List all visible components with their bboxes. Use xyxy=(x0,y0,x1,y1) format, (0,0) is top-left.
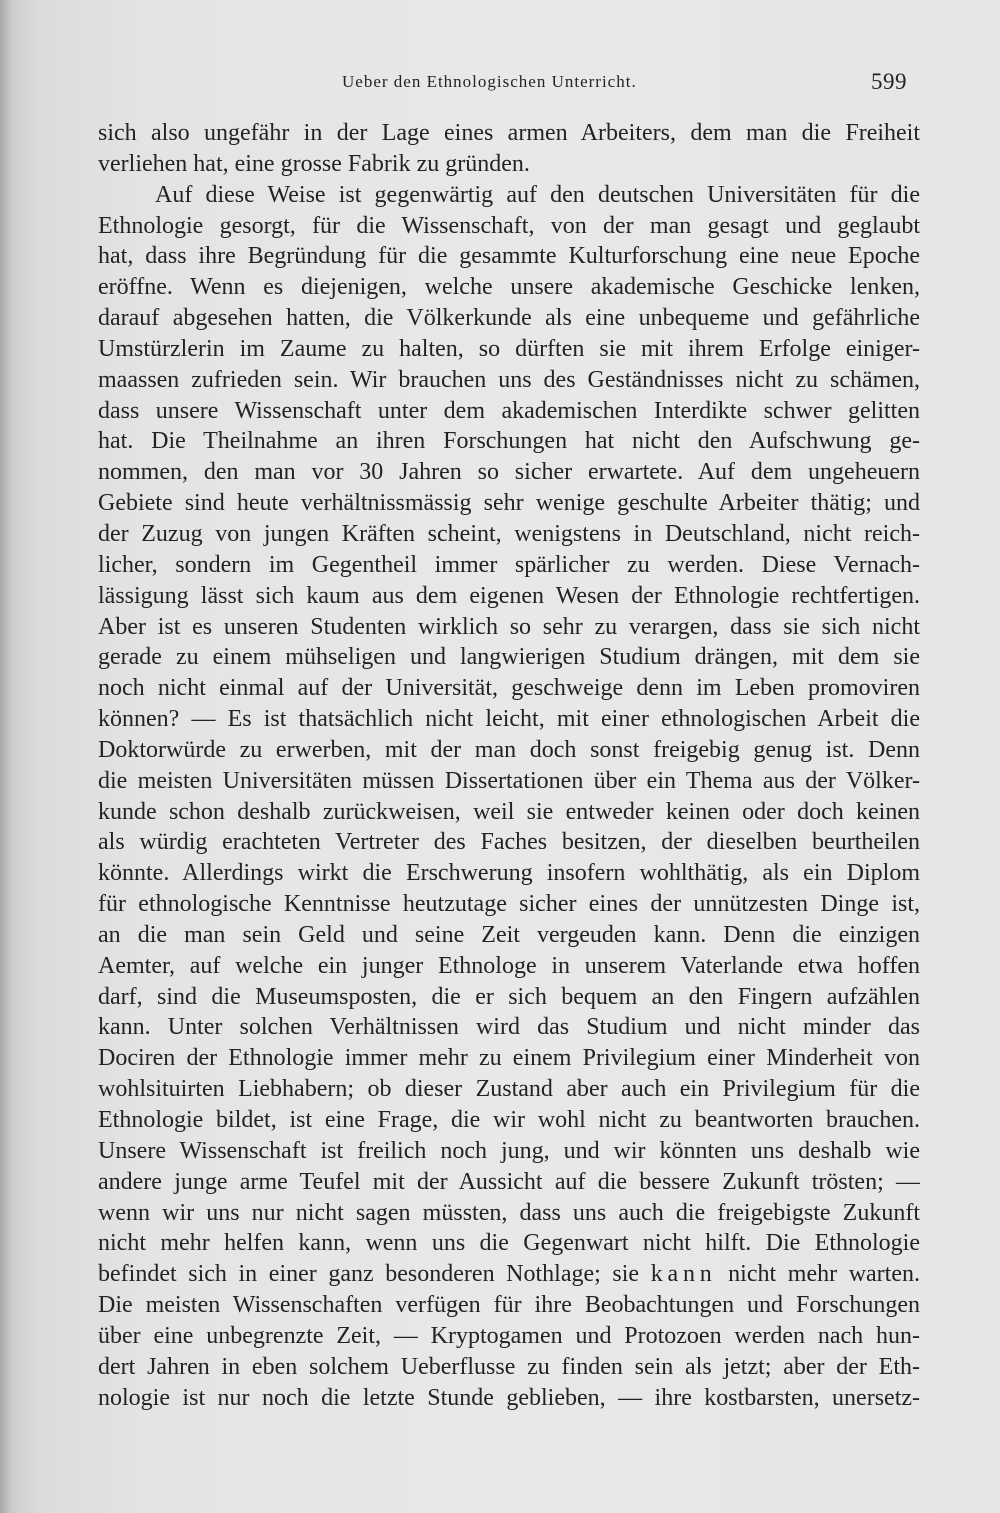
text-line: Dociren der Ethnologie immer mehr zu einem Privilegium einer Minderheit von xyxy=(98,1045,920,1072)
text-line: über eine unbegrenzte Zeit, — Kryptogamen und Protozoen werden nach hun- xyxy=(98,1322,920,1349)
paragraph xyxy=(98,118,920,180)
paragraph xyxy=(98,180,920,1414)
body-text xyxy=(98,118,920,1413)
text-line xyxy=(98,1259,920,1290)
text-line: der Zuzug von jungen Kräften scheint, wenigstens in Deutschland, nicht reich- xyxy=(98,520,920,547)
text-line: für ethnologische Kenntnisse heutzutage sicher eines der unnützesten Dinge ist, xyxy=(98,891,920,918)
text-line: Aber ist es unseren Studenten wirklich so sehr zu verargen, dass sie sich nicht xyxy=(98,613,920,640)
text-line: verliehen hat, eine grosse Fabrik zu gründen. xyxy=(98,150,530,177)
text-line: Umstürzlerin im Zaume zu halten, so dürften sie mit ihrem Erfolge einiger- xyxy=(98,335,920,362)
text-line: Unsere Wissenschaft ist freilich noch jung, und wir könnten uns deshalb wie xyxy=(98,1137,920,1164)
text-line: die meisten Universitäten müssen Dissertationen über ein Thema aus der Völker- xyxy=(98,767,920,794)
text-segment: befindet sich in einer ganz besonderen Nothlage; sie xyxy=(98,1261,651,1288)
text-line: lässigung lässt sich kaum aus dem eigenen Wesen der Ethnologie rechtfertigen. xyxy=(98,582,920,609)
text-line: andere junge arme Teufel mit der Aussicht auf die bessere Zukunft trösten; — xyxy=(98,1168,920,1195)
text-line: Doktorwürde zu erwerben, mit der man doch sonst freigebig genug ist. Denn xyxy=(98,736,920,763)
running-title: Ueber den Ethnologischen Unterricht. xyxy=(342,72,637,91)
text-line: wohlsituirten Liebhabern; ob dieser Zustand aber auch ein Privilegium für die xyxy=(98,1076,920,1103)
text-line: eröffne. Wenn es diejenigen, welche unsere akademische Geschicke lenken, xyxy=(98,274,920,301)
text-line: nologie ist nur noch die letzte Stunde geblieben, — ihre kostbarsten, unersetz- xyxy=(98,1384,920,1411)
text-line: Auf diese Weise ist gegenwärtig auf den deutschen Universitäten für die xyxy=(155,181,920,208)
spaced-emphasis: kann xyxy=(650,1261,717,1288)
text-line: Die meisten Wissenschaften verfügen für ihre Beobachtungen und Forschungen xyxy=(98,1292,920,1319)
text-line: an die man sein Geld und seine Zeit vergeuden kann. Denn die einzigen xyxy=(98,921,920,948)
text-line: können? — Es ist thatsächlich nicht leicht, mit einer ethnologischen Arbeit die xyxy=(98,706,920,733)
text-line: sich also ungefähr in der Lage eines armen Arbeiters, dem man die Freiheit xyxy=(98,120,920,146)
text-line: hat. Die Theilnahme an ihren Forschungen hat nicht den Aufschwung ge- xyxy=(98,428,920,455)
text-line: kann. Unter solchen Verhältnissen wird das Studium und nicht minder das xyxy=(98,1014,920,1041)
text-line: Ethnologie gesorgt, für die Wissenschaft, von der man gesagt und geglaubt xyxy=(98,212,920,239)
text-line: darf, sind die Museumsposten, die er sich bequem an den Fingern aufzählen xyxy=(98,983,920,1010)
text-line: nicht mehr helfen kann, wenn uns die Gegenwart nicht hilft. Die Ethnologie xyxy=(98,1230,920,1257)
text-line: könnte. Allerdings wirkt die Erschwerung insofern wohlthätig, als ein Diplom xyxy=(98,860,920,887)
text-line: Aemter, auf welche ein junger Ethnologe in unserem Vaterlande etwa hoffen xyxy=(98,952,920,979)
text-line: Gebiete sind heute verhältnissmässig sehr wenige geschulte Arbeiter thätig; und xyxy=(98,490,920,517)
text-line: nommen, den man vor 30 Jahren so sicher erwartete. Auf dem ungeheuern xyxy=(98,459,920,486)
text-line: darauf abgesehen hatten, die Völkerkunde als eine unbequeme und gefährliche xyxy=(98,305,920,332)
text-line: als würdig erachteten Vertreter des Faches besitzen, der dieselben beurtheilen xyxy=(98,829,920,856)
text-line: Ethnologie bildet, ist eine Frage, die wir wohl nicht zu beantworten brauchen. xyxy=(98,1107,920,1133)
text-line: noch nicht einmal auf der Universität, geschweige denn im Leben promoviren xyxy=(98,675,920,702)
text-line: hat, dass ihre Begründung für die gesammte Kulturforschung eine neue Epoche xyxy=(98,243,920,270)
text-line: wenn wir uns nur nicht sagen müssten, dass uns auch die freigebigste Zukunft xyxy=(98,1199,920,1226)
text-line: dass unsere Wissenschaft unter dem akademischen Interdikte schwer gelitten xyxy=(98,397,920,424)
text-line: licher, sondern im Gegentheil immer spärlicher zu werden. Diese Vernach- xyxy=(98,551,920,578)
text-line: dert Jahren in eben solchem Ueberflusse zu finden sein als jetzt; aber der Eth- xyxy=(98,1353,920,1380)
text-line: maassen zufrieden sein. Wir brauchen uns des Geständnisses nicht zu schämen, xyxy=(98,366,920,393)
text-line: gerade zu einem mühseligen und langwierigen Studium drängen, mit dem sie xyxy=(98,644,920,671)
text-line: kunde schon deshalb zurückweisen, weil sie entweder keinen oder doch keinen xyxy=(98,798,920,825)
page-number: 599 xyxy=(871,69,907,94)
text-segment: nicht mehr warten. xyxy=(716,1261,920,1288)
